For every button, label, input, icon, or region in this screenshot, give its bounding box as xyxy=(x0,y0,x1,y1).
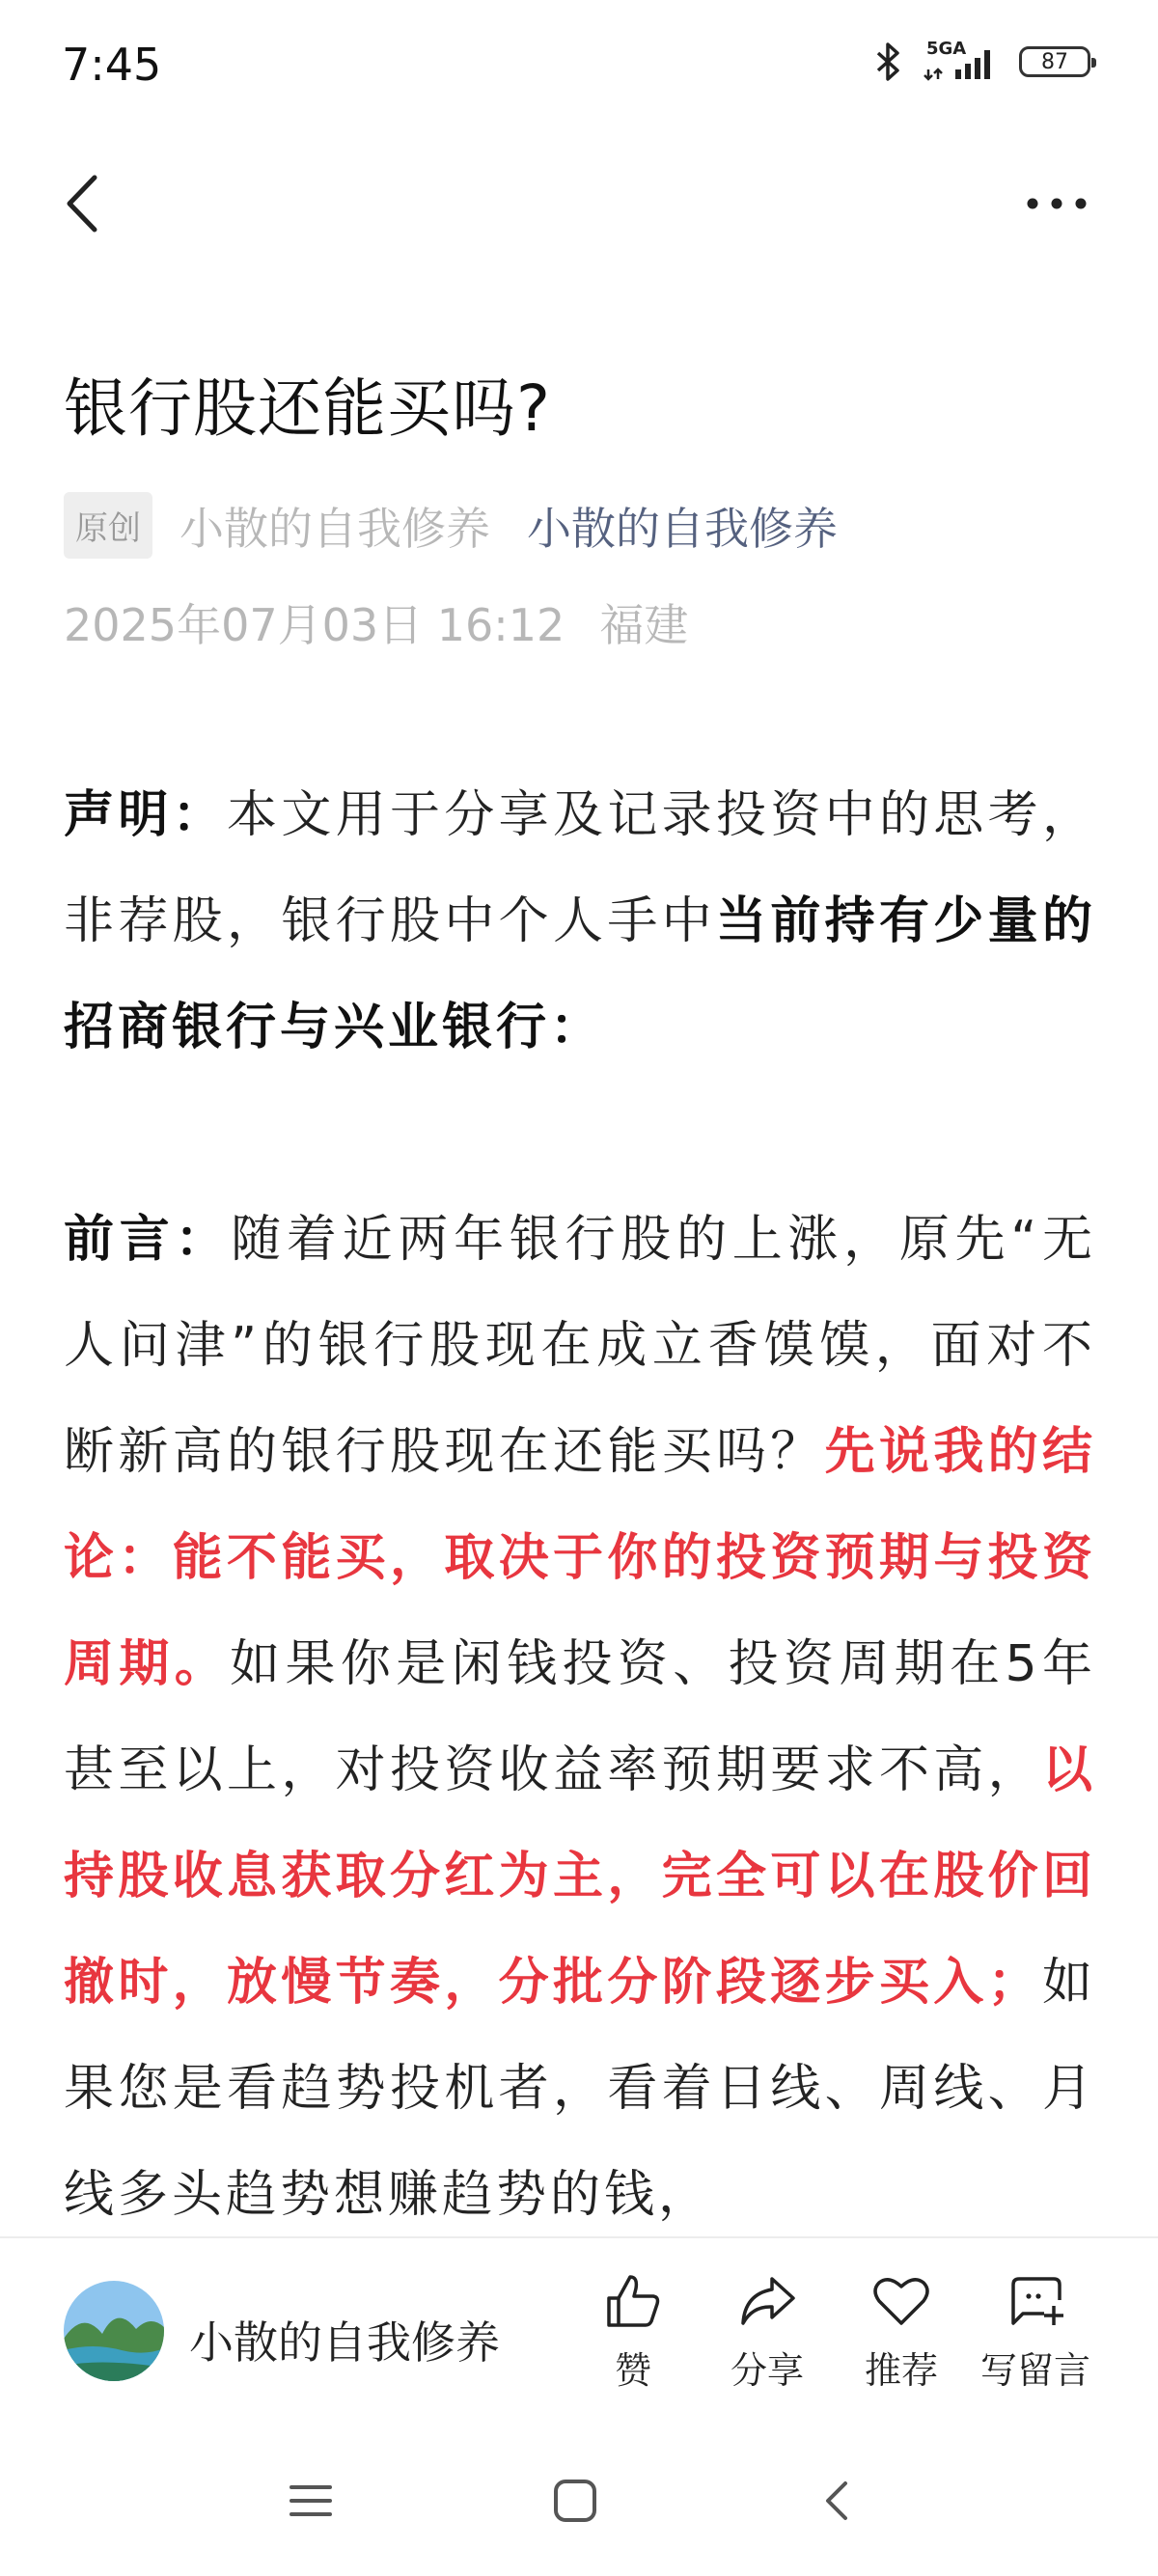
share-icon xyxy=(737,2271,797,2331)
home-button[interactable] xyxy=(552,2478,598,2528)
back-button[interactable] xyxy=(60,170,106,237)
more-button[interactable] xyxy=(1023,189,1090,218)
article-meta xyxy=(64,492,838,559)
network-label: 5GA xyxy=(926,39,967,59)
original-badge: 原创 xyxy=(64,492,152,559)
text-segment: 本文用于分享及记录投资中的思考，非荐股，银行股中个人手中 xyxy=(64,786,1096,950)
article-body xyxy=(64,762,1096,2238)
recommend-label: 推荐 xyxy=(864,2349,938,2392)
chevron-left-icon xyxy=(816,2478,855,2524)
system-back-button[interactable] xyxy=(816,2478,855,2528)
text-segment: 如果你是闲钱投资、投资周期在5年甚至以上，对投资收益率预期要求不高， xyxy=(64,1635,1096,1799)
signal-icon xyxy=(923,39,1000,81)
status-bar xyxy=(0,0,1158,135)
paragraph-preface xyxy=(64,1187,1096,2238)
text-segment: 前言： xyxy=(64,1211,232,1269)
publish-date: 2025年07月03日 16:12 xyxy=(64,599,565,651)
battery-level: 87 xyxy=(1041,49,1068,74)
author-label: 小散的自我修养 xyxy=(179,502,490,555)
article-body-viewport[interactable] xyxy=(0,762,1158,2238)
publish-info xyxy=(64,590,688,654)
recommend-button[interactable] xyxy=(843,2271,959,2394)
publish-location: 福建 xyxy=(599,599,689,651)
author-avatar[interactable] xyxy=(64,2281,164,2381)
heart-icon xyxy=(871,2271,931,2331)
text-segment: 当前持有少量的招商银行与兴业银行： xyxy=(64,892,1096,1056)
text-segment: 声明： xyxy=(64,786,227,844)
status-time: 7:45 xyxy=(62,39,162,91)
share-label: 分享 xyxy=(730,2349,804,2392)
like-button[interactable] xyxy=(575,2271,691,2394)
author-name[interactable]: 小散的自我修养 xyxy=(189,2316,500,2369)
text-segment: 如果您是看趋势投机者，看着日线、周线、月线多头趋势想赚趋势的钱， xyxy=(64,1954,1096,2224)
thumbs-up-icon xyxy=(603,2271,663,2331)
battery-icon xyxy=(1019,46,1090,77)
article-title: 银行股还能买吗? xyxy=(64,371,552,446)
bottom-action-bar xyxy=(0,2238,1158,2431)
system-nav-bar xyxy=(0,2431,1158,2576)
like-label: 赞 xyxy=(614,2349,651,2392)
home-square-icon xyxy=(552,2478,598,2524)
comment-label: 写留言 xyxy=(979,2349,1090,2392)
text-segment: 随着近两年银行股的上涨，原先“无人问津”的银行股现在成立香馍馍，面对不断新高的银行股现在还能买吗？ xyxy=(64,1211,1096,1481)
account-link[interactable]: 小散的自我修养 xyxy=(527,502,838,555)
text-segment: 以持股收息获取分红为主，完全可以在股价回撤时，放慢节奏，分批分阶段逐步买入； xyxy=(64,1741,1096,2012)
text-segment: 先说我的结论：能不能买，取决于你的投资预期与投资周期。 xyxy=(64,1423,1096,1693)
comment-add-icon xyxy=(1006,2271,1065,2331)
menu-lines-icon xyxy=(288,2478,334,2524)
bluetooth-icon xyxy=(874,42,903,81)
recent-apps-button[interactable] xyxy=(288,2478,334,2528)
share-button[interactable] xyxy=(709,2271,825,2394)
paragraph-statement xyxy=(64,762,1096,1081)
chevron-left-icon xyxy=(60,170,106,237)
status-icons xyxy=(874,39,1090,81)
comment-button[interactable] xyxy=(978,2271,1093,2394)
more-dots-icon xyxy=(1023,189,1090,218)
